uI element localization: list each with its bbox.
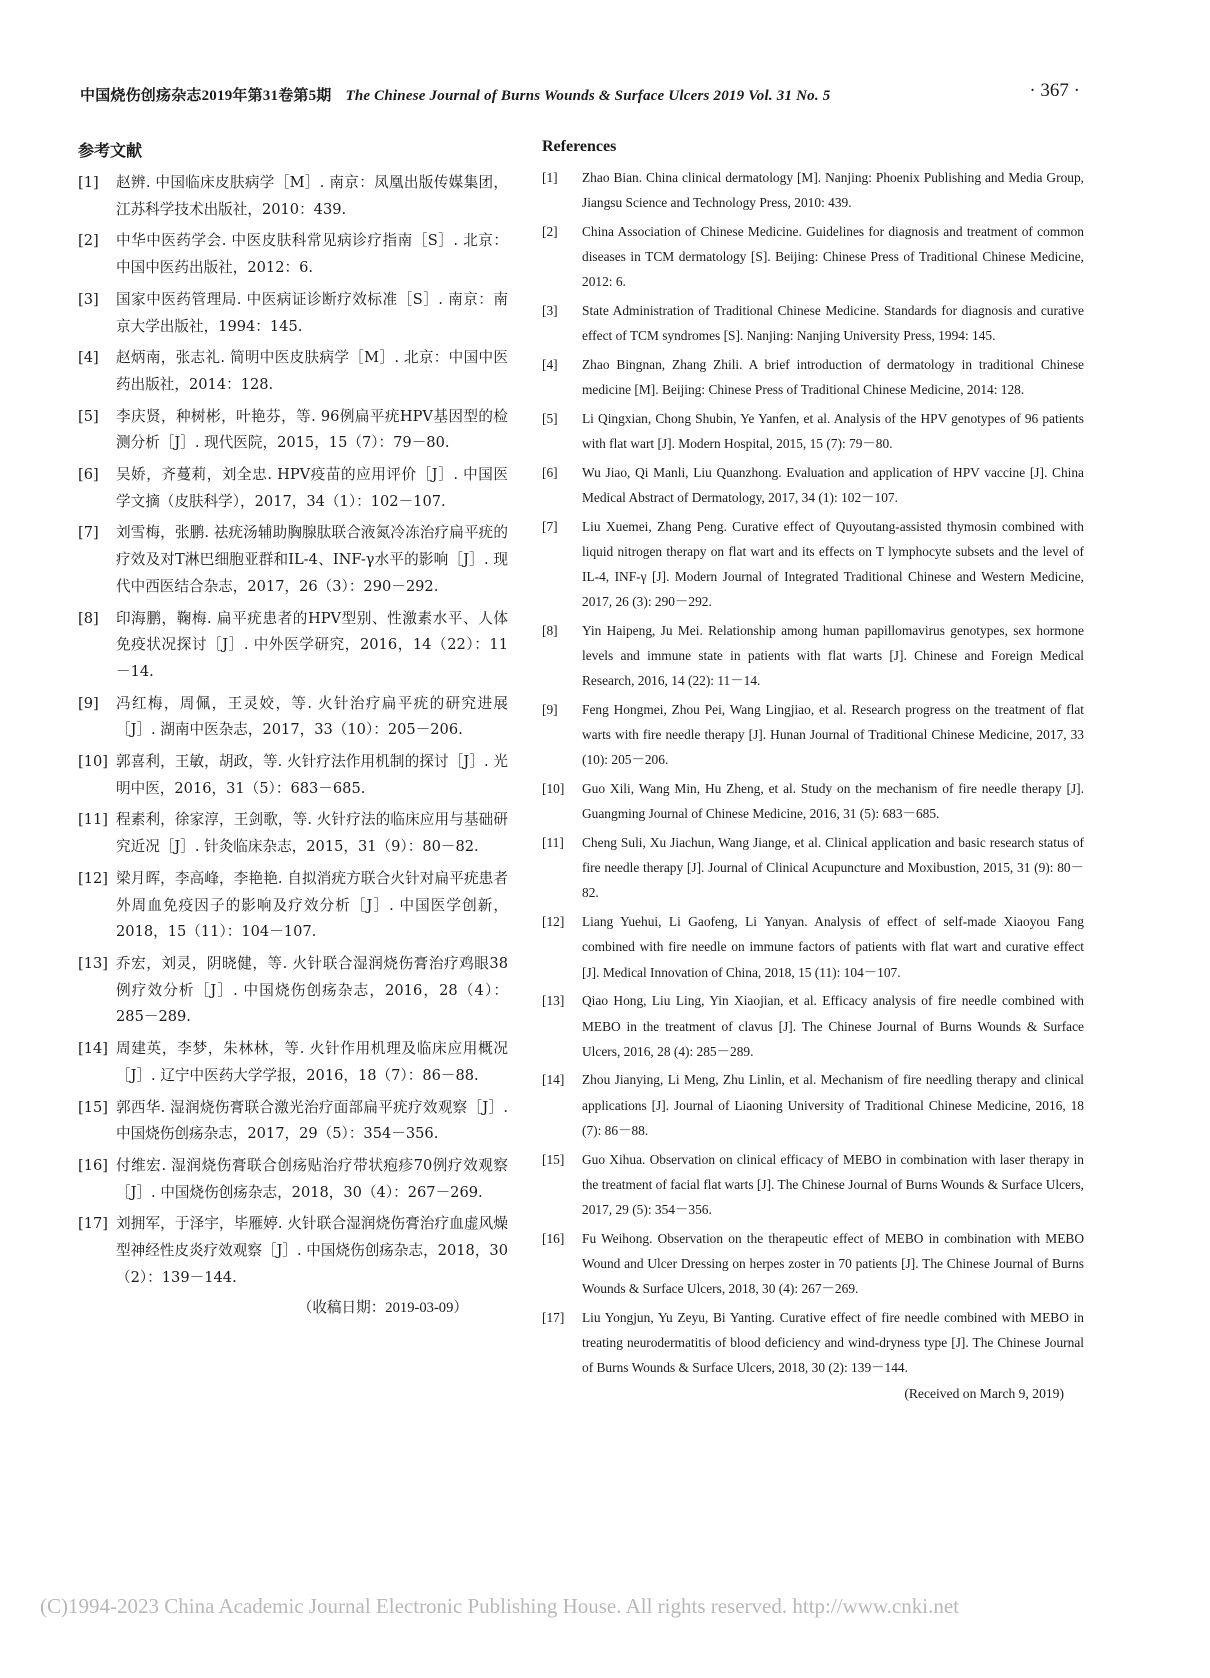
journal-title-cn: 中国烧伤创疡杂志2019年第31卷第5期	[80, 88, 332, 104]
reference-item	[78, 1036, 508, 1089]
reference-text: Qiao Hong, Liu Ling, Yin Xiaojian, et al. Efficacy analysis of fire needle combined with MEBO in the treatment of clavus [J]. The Chinese Journal of Burns Wounds & Surface Ulcers, 2016, 28 (4): 285－289.	[582, 993, 1084, 1059]
reference-item	[542, 1226, 1084, 1302]
reference-text: Liu Xuemei, Zhang Peng. Curative effect of Quyoutang-assisted thymosin combined with liquid nitrogen therapy on flat wart and its effects on T lymphocyte subsets and the level of IL-4, INF-γ [J]. Modern Journal of Integrated Traditional Chinese and Western Medicine, 2017, 26 (3): 290－292.	[582, 518, 1084, 610]
reference-number: [10]	[78, 753, 108, 771]
reference-number: [5]	[542, 410, 558, 426]
reference-text: 吴娇，齐蔓莉，刘全忠. HPV疫苗的应用评价［J］. 中国医学文摘（皮肤科学），2017，34（1）：102－107.	[116, 466, 508, 510]
running-header	[80, 84, 1080, 105]
reference-item	[542, 1067, 1084, 1143]
reference-number: [15]	[542, 1151, 565, 1167]
reference-number: [4]	[78, 349, 99, 367]
reference-item	[78, 404, 508, 457]
reference-list-cn	[78, 170, 508, 1291]
reference-item	[542, 776, 1084, 826]
reference-text: Guo Xili, Wang Min, Hu Zheng, et al. Study on the mechanism of fire needle therapy [J]. Guangming Journal of Chinese Medicine, 2016, 31 (5): 683－685.	[582, 781, 1084, 822]
reference-item	[78, 1211, 508, 1291]
reference-item	[78, 606, 508, 686]
reference-number: [16]	[78, 1156, 108, 1174]
reference-number: [7]	[542, 518, 558, 534]
reference-number: [5]	[78, 407, 99, 425]
reference-item	[78, 691, 508, 744]
reference-number: [9]	[542, 702, 558, 718]
reference-item	[78, 287, 508, 340]
reference-list-en	[542, 165, 1084, 1380]
reference-item	[78, 170, 508, 223]
page-number: · 367 ·	[1029, 80, 1080, 101]
journal-title-en: The Chinese Journal of Burns Wounds & Surface Ulcers 2019 Vol. 31 No. 5	[345, 88, 831, 104]
received-date-en: (Received on March 9, 2019)	[904, 1386, 1064, 1402]
reference-number: [15]	[78, 1098, 108, 1116]
references-heading-cn: 参考文献	[78, 143, 143, 160]
reference-item	[78, 866, 508, 946]
reference-text: 赵辨. 中国临床皮肤病学［M］. 南京：凤凰出版传媒集团，江苏科学技术出版社，2010：439.	[116, 174, 508, 218]
reference-text: Feng Hongmei, Zhou Pei, Wang Lingjiao, et al. Research progress on the treatment of flat warts with fire needle therapy [J]. Hunan Journal of Traditional Chinese Medicine, 2017, 33 (10): 205－206.	[582, 702, 1084, 768]
reference-item	[78, 1095, 508, 1148]
received-date-cn: （收稿日期：2019-03-09）	[297, 1300, 468, 1317]
reference-text: 程素利，徐家淳，王剑歌，等. 火针疗法的临床应用与基础研究近况［J］. 针灸临床杂志，2015，31（9）：80－82.	[116, 811, 508, 856]
reference-text: 赵炳南，张志礼. 简明中医皮肤病学［M］. 北京：中国中医药出版社，2014：128.	[116, 349, 508, 393]
reference-text: Liang Yuehui, Li Gaofeng, Li Yanyan. Analysis of effect of self-made Xiaoyou Fang combined with fire needle on immune factors of patients with flat wart and curative effect [J]. Medical Innovation of China, 2018, 15 (11): 104－107.	[582, 914, 1084, 980]
reference-text: Zhou Jianying, Li Meng, Zhu Linlin, et al. Mechanism of fire needling therapy and clinical applications [J]. Journal of Liaoning University of Traditional Chinese Medicine, 2016, 18 (7): 86－88.	[582, 1072, 1084, 1138]
reference-text: Zhao Bingnan, Zhang Zhili. A brief introduction of dermatology in traditional Chinese medicine [M]. Beijing: Chinese Press of Traditional Chinese Medicine, 2014: 128.	[582, 356, 1084, 398]
reference-number: [2]	[78, 232, 99, 250]
reference-item	[542, 618, 1084, 694]
reference-item	[78, 951, 508, 1031]
reference-text: 周建英，李梦，朱林林，等. 火针作用机理及临床应用概况［J］. 辽宁中医药大学学报，2016，18（7）：86－88.	[116, 1040, 508, 1084]
references-chinese-column	[78, 138, 508, 1317]
reference-number: [12]	[542, 914, 565, 930]
reference-item	[542, 988, 1084, 1064]
reference-item	[78, 228, 508, 281]
reference-item	[542, 298, 1084, 348]
reference-number: [4]	[542, 356, 558, 372]
reference-number: [13]	[78, 954, 108, 972]
reference-number: [11]	[78, 811, 108, 829]
reference-text: 梁月晖，李高峰，李艳艳. 自拟消疣方联合火针对扁平疣患者外周血免疫因子的影响及疗效分析［J］. 中国医学创新，2018，15（11）：104－107.	[116, 869, 508, 941]
reference-text: 付维宏. 湿润烧伤膏联合创疡贴治疗带状疱疹70例疗效观察［J］. 中国烧伤创疡杂志，2018，30（4）：267－269.	[116, 1156, 508, 1201]
reference-number: [17]	[78, 1215, 108, 1233]
reference-item	[542, 219, 1084, 295]
reference-number: [6]	[542, 464, 558, 480]
reference-text: State Administration of Traditional Chinese Medicine. Standards for diagnosis and curative effect of TCM syndromes [S]. Nanjing: Nanjing University Press, 1994: 145.	[582, 303, 1084, 344]
reference-number: [11]	[542, 835, 564, 851]
copyright-watermark: (C)1994-2023 China Academic Journal Electronic Publishing House. All rights reserved. http://www.cnki.net	[40, 1594, 959, 1618]
reference-number: [8]	[78, 609, 99, 627]
reference-text: 郭喜利，王敏，胡政，等. 火针疗法作用机制的探讨［J］. 光明中医，2016，31（5）：683－685.	[116, 753, 508, 797]
reference-text: Yin Haipeng, Ju Mei. Relationship among human papillomavirus genotypes, sex hormone levels and immune state in patients with flat warts [J]. Chinese and Foreign Medical Research, 2016, 14 (22): 11－14.	[582, 622, 1084, 689]
reference-text: Fu Weihong. Observation on the therapeutic effect of MEBO in combination with MEBO Wound and Ulcer Dressing on herpes zoster in 70 patients [J]. The Chinese Journal of Burns Wounds & Surface Ulcers, 2018, 30 (4): 267－269.	[582, 1230, 1084, 1297]
reference-text: 印海鹏，鞠梅. 扁平疣患者的HPV型别、性激素水平、人体免疫状况探讨［J］. 中外医学研究，2016，14（22）：11－14.	[116, 609, 508, 680]
reference-item	[542, 697, 1084, 773]
reference-item	[542, 909, 1084, 985]
reference-number: [13]	[542, 993, 565, 1009]
reference-text: Zhao Bian. China clinical dermatology [M]. Nanjing: Phoenix Publishing and Media Group, Jiangsu Science and Technology Press, 2010: 439.	[582, 170, 1084, 211]
reference-text: 冯红梅，周佩，王灵姣，等. 火针治疗扁平疣的研究进展［J］. 湖南中医杂志，2017，33（10）：205－206.	[116, 694, 508, 739]
reference-item	[542, 830, 1084, 906]
reference-text: 郭西华. 湿润烧伤膏联合激光治疗面部扁平疣疗效观察［J］. 中国烧伤创疡杂志，2017，29（5）：354－356.	[116, 1098, 508, 1143]
reference-text: Wu Jiao, Qi Manli, Liu Quanzhong. Evaluation and application of HPV vaccine [J]. China Medical Abstract of Dermatology, 2017, 34 (1): 102－107.	[582, 464, 1084, 505]
reference-text: 刘雪梅，张鹏. 祛疣汤辅助胸腺肽联合液氮冷冻治疗扁平疣的疗效及对T淋巴细胞亚群和IL-4、INF-γ水平的影响［J］. 现代中西医结合杂志，2017，26（3）：290－292.	[116, 524, 508, 595]
reference-text: 乔宏，刘灵，阴晓健，等. 火针联合湿润烧伤膏治疗鸡眼38例疗效分析［J］. 中国烧伤创疡杂志，2016，28（4）：285－289.	[116, 954, 508, 1026]
reference-item	[78, 807, 508, 860]
reference-text: Li Qingxian, Chong Shubin, Ye Yanfen, et al. Analysis of the HPV genotypes of 96 patients with flat wart [J]. Modern Hospital, 2015, 15 (7): 79－80.	[582, 410, 1084, 452]
reference-number: [8]	[542, 622, 558, 638]
reference-item	[78, 345, 508, 398]
reference-number: [16]	[542, 1230, 565, 1246]
reference-item	[542, 406, 1084, 456]
reference-text: China Association of Chinese Medicine. Guidelines for diagnosis and treatment of common diseases in TCM dermatology [S]. Beijing: Chinese Press of Traditional Chinese Medicine, 2012: 6.	[582, 223, 1084, 290]
reference-text: Guo Xihua. Observation on clinical efficacy of MEBO in combination with laser therapy in the treatment of facial flat warts [J]. The Chinese Journal of Burns Wounds & Surface Ulcers, 2017, 29 (5): 354－356.	[582, 1151, 1084, 1217]
reference-text: 刘拥军，于泽宇，毕雁婷. 火针联合湿润烧伤膏治疗血虚风燥型神经性皮炎疗效观察［J］. 中国烧伤创疡杂志，2018，30（2）：139－144.	[116, 1215, 508, 1286]
reference-number: [3]	[542, 303, 558, 319]
reference-item	[78, 520, 508, 600]
reference-number: [14]	[78, 1040, 108, 1058]
reference-number: [7]	[78, 524, 99, 542]
reference-text: Liu Yongjun, Yu Zeyu, Bi Yanting. Curative effect of fire needle combined with MEBO in treating neurodermatitis of blood deficiency and wind-dryness type [J]. The Chinese Journal of Burns Wounds & Surface Ulcers, 2018, 30 (2): 139－144.	[582, 1309, 1084, 1376]
reference-item	[542, 352, 1084, 402]
reference-item	[542, 514, 1084, 615]
reference-item	[78, 1153, 508, 1206]
reference-item	[542, 1147, 1084, 1223]
reference-text: Cheng Suli, Xu Jiachun, Wang Jiange, et al. Clinical application and basic research status of fire needle therapy [J]. Journal of Clinical Acupuncture and Moxibustion, 2015, 31 (9): 80－82.	[582, 835, 1084, 901]
reference-item	[542, 165, 1084, 215]
reference-item	[78, 462, 508, 515]
reference-text: 李庆贤，种树彬，叶艳芬，等. 96例扁平疣HPV基因型的检测分析［J］. 现代医院，2015，15（7）：79－80.	[116, 407, 508, 452]
reference-text: 中华中医药学会. 中医皮肤科常见病诊疗指南［S］. 北京：中国中医药出版社，2012：6.	[116, 232, 508, 277]
reference-number: [9]	[78, 694, 99, 712]
reference-number: [12]	[78, 869, 108, 887]
reference-number: [3]	[78, 290, 99, 308]
reference-number: [6]	[78, 466, 99, 484]
reference-item	[542, 460, 1084, 510]
reference-text: 国家中医药管理局. 中医病证诊断疗效标准［S］. 南京：南京大学出版社，1994：145.	[116, 290, 508, 335]
references-heading-en: References	[542, 138, 617, 155]
reference-number: [1]	[78, 174, 99, 191]
reference-number: [17]	[542, 1309, 565, 1325]
reference-item	[542, 1305, 1084, 1381]
reference-number: [1]	[542, 170, 558, 185]
references-english-column	[542, 138, 1084, 1402]
reference-item	[78, 749, 508, 802]
reference-number: [10]	[542, 781, 565, 797]
reference-number: [14]	[542, 1072, 565, 1088]
reference-number: [2]	[542, 223, 558, 239]
